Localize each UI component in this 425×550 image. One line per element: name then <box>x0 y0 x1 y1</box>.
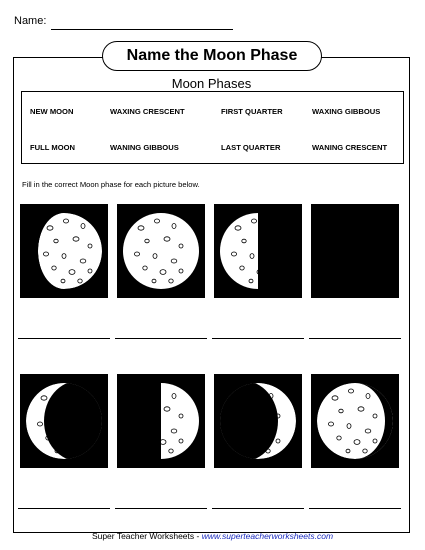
word-bank-heading: Moon Phases <box>171 76 252 91</box>
moon-picture-8 <box>311 374 399 468</box>
word-bank-item: WANING GIBBOUS <box>110 143 179 152</box>
answer-line-8[interactable] <box>309 508 401 509</box>
answer-line-3[interactable] <box>212 338 304 339</box>
footer <box>0 531 425 541</box>
word-bank-item: FIRST QUARTER <box>221 107 283 116</box>
moon-picture-6 <box>117 374 205 468</box>
answer-line-4[interactable] <box>309 338 401 339</box>
answer-line-5[interactable] <box>18 508 110 509</box>
footer-text: Super Teacher Worksheets - <box>91 531 202 541</box>
instructions: Fill in the correct Moon phase for each picture below. <box>22 180 200 189</box>
word-bank-item: WAXING GIBBOUS <box>312 107 381 116</box>
footer-link[interactable]: www.superteacherworksheets.com <box>201 531 334 541</box>
word-bank-item: LAST QUARTER <box>221 143 281 152</box>
word-bank <box>21 91 404 164</box>
moon-picture-5 <box>20 374 108 468</box>
word-bank-item: WAXING CRESCENT <box>110 107 185 116</box>
name-label: Name: <box>14 15 47 27</box>
answer-line-2[interactable] <box>115 338 207 339</box>
moon-picture-3 <box>214 204 302 298</box>
moon-picture-2 <box>117 204 205 298</box>
worksheet-title: Name the Moon Phase <box>102 41 322 71</box>
word-bank-item: FULL MOON <box>30 143 75 152</box>
answer-line-1[interactable] <box>18 338 110 339</box>
moon-picture-7 <box>214 374 302 468</box>
answer-line-7[interactable] <box>212 508 304 509</box>
answer-line-6[interactable] <box>115 508 207 509</box>
word-bank-item: NEW MOON <box>30 107 74 116</box>
moon-picture-1 <box>20 204 108 298</box>
name-line[interactable] <box>51 29 233 30</box>
moon-picture-4 <box>311 204 399 298</box>
word-bank-item: WANING CRESCENT <box>312 143 388 152</box>
